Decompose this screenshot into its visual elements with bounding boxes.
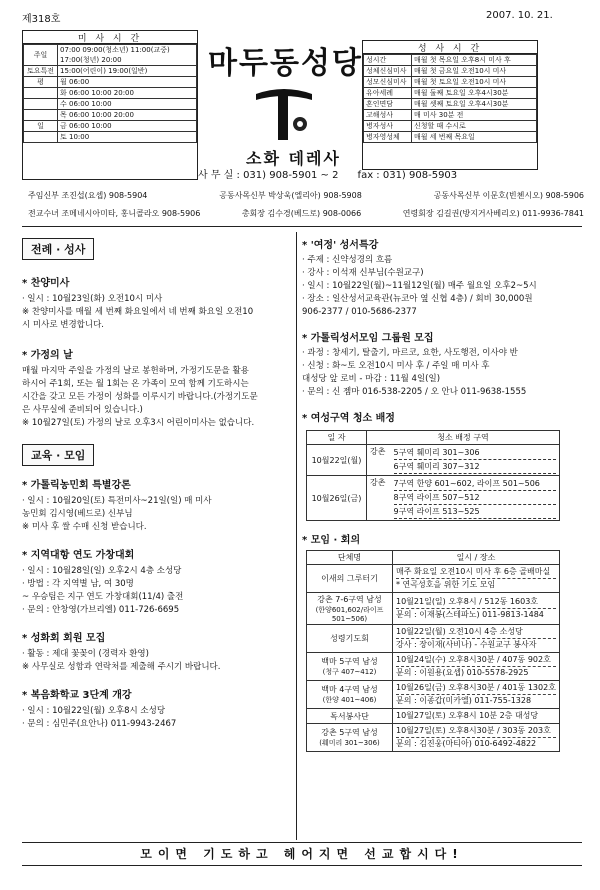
staff-entry: 공동사목신부 박상욱(엘리아) 908-5908: [219, 191, 362, 200]
bible-group-title: * 가톨릭성서모임 그룹원 모집: [302, 333, 434, 344]
mass-times-table: [23, 44, 197, 143]
section-education-header: 교육 · 모임: [22, 444, 94, 466]
sacrament-name: 성모신심미사: [364, 77, 412, 88]
issue-date: 2007. 10. 21.: [486, 10, 553, 21]
mass-times: [58, 77, 197, 88]
meetings-title: * 모임 · 회의: [302, 535, 361, 546]
staff-entry: 연령회장 김길권(방지거사베리오) 011-9936-7841: [402, 209, 584, 218]
sacrament-name: 성시간: [364, 55, 412, 66]
sacrament-desc: 매 미사 30분 전: [412, 110, 537, 121]
cleaning-area: 8구역 라이프 507~512: [394, 491, 557, 505]
sacrament-row: [364, 77, 537, 88]
meeting-row: [307, 565, 560, 593]
meeting-name: [307, 681, 393, 709]
text-line: · 일시 : 10월22일(월)~11월12일(월) 매주 월요일 오후2~5시: [302, 281, 537, 291]
meeting-info-line: 문의 : 김진웅(마티아) 010-6492-4822: [396, 737, 556, 750]
meeting-info: [393, 681, 560, 709]
cleaning-place: 강촌: [367, 476, 391, 521]
text-line: 하시어 주1회, 또는 월 1회는 온 가족이 모여 함께 기도하시는: [22, 379, 249, 389]
mass-times: [58, 88, 197, 99]
cleaning-head-area: 청소 배정 구역: [367, 431, 560, 445]
patron-name: 소화 데레사: [246, 149, 341, 168]
text-line: · 일시 : 10월28일(일) 오후2시 4층 소성당: [22, 566, 182, 576]
section-liturgy-header: 전례 · 성사: [22, 238, 94, 260]
meeting-name: [307, 653, 393, 681]
meeting-info-line: * 연곡성호을 위한 기도 모임: [396, 578, 556, 591]
staff-row: [28, 208, 584, 226]
sacrament-name: 병자성사: [364, 121, 412, 132]
mass-times: [58, 99, 197, 110]
cleaning-areas: [391, 445, 560, 476]
cleaning-title: * 여성구역 청소 배정: [302, 413, 395, 424]
meeting-name: [307, 565, 393, 593]
mass-day: [24, 88, 58, 99]
meeting-name: [307, 724, 393, 752]
mass-times: [58, 132, 197, 143]
cleaning-date: 10월26일(금): [307, 476, 367, 521]
mass-row: [24, 132, 197, 143]
mass-row: [24, 88, 197, 99]
meeting-info: [393, 724, 560, 752]
header-divider: [22, 226, 582, 227]
sacrament-name: 혼인면담: [364, 99, 412, 110]
text-line: · 문의 : 신 젬마 016-538-2205 / 오 안나 011-9638-1555: [302, 387, 527, 397]
mass-row: [24, 45, 197, 66]
meeting-info-line: 10월26일(금) 오후8시30분 / 401동 1302호: [396, 683, 556, 692]
meeting-name-sub: (청구 407~412): [322, 668, 377, 676]
cross-logo: [254, 80, 314, 140]
text-line: 은 사무실에 준비되어 있습니다.): [22, 405, 143, 415]
cleaning-area: 6구역 훼미리 307~312: [394, 460, 557, 474]
cleaning-date: 10월22일(월): [307, 445, 367, 476]
mass-times-line: 금 06:00 10:00: [60, 122, 112, 130]
column-divider: [296, 232, 297, 840]
text-line: · 일시 : 10월20일(토) 특전미사~21일(일) 매 미사: [22, 496, 212, 506]
evangelization-school-title: * 복음화학교 3단계 개강: [22, 690, 132, 701]
sacrament-desc: 매월 세 번째 목요일: [412, 132, 537, 143]
left-column: [22, 232, 294, 731]
sacrament-row: [364, 88, 537, 99]
text-line: · 문의 : 안창영(가브리엘) 011-726-6695: [22, 605, 180, 615]
meetings-head-name: 단체명: [307, 551, 393, 565]
sacrament-row: [364, 99, 537, 110]
meeting-row: [307, 625, 560, 653]
mass-times-line: 수 06:00 10:00: [60, 100, 112, 108]
cleaning-table: [306, 430, 560, 521]
choir-contest-body: [22, 565, 294, 617]
mass-times: [58, 45, 197, 66]
text-line: ※ 사무실로 성함과 연락처를 제출해 주시기 바랍니다.: [22, 662, 221, 672]
meeting-info: [393, 709, 560, 724]
sacrament-desc: 매월 둘째 토요일 오후4시30분: [412, 88, 537, 99]
meeting-name-line: 이새의 그루터기: [321, 574, 378, 583]
meeting-name: [307, 709, 393, 724]
church-name: 마두동성당: [208, 46, 363, 81]
text-line: 906-2377 / 010-5686-2377: [302, 307, 417, 317]
mass-times-line: 07:00 09:00(청소년) 11:00(교중): [60, 46, 170, 54]
sacrament-desc: 매월 첫 토요일 오전10시 미사: [412, 77, 537, 88]
mass-times-line: 목 06:00 10:00 20:00: [60, 111, 134, 119]
text-line: · 신청 : 화~토 오전10시 미사 후 / 주일 매 미사 후: [302, 361, 490, 371]
bible-lecture-body: [302, 254, 584, 319]
bible-lecture-title: * '여정' 성서특강: [302, 240, 379, 251]
footer-banner: [22, 842, 582, 866]
mass-row: [24, 99, 197, 110]
sacrament-row: [364, 55, 537, 66]
mass-times-box: [22, 30, 198, 180]
sacrament-row: [364, 121, 537, 132]
farmers-lecture-body: [22, 495, 294, 534]
meeting-row: [307, 653, 560, 681]
sacrament-desc: 신청할 때 수시로: [412, 121, 537, 132]
staff-entry: 총회장 김수경(베드로) 908-0066: [241, 209, 362, 218]
farmers-lecture-title: * 가톨릭농민회 특별강론: [22, 480, 131, 491]
meeting-name-line: 성령기도회: [330, 634, 369, 643]
footer-slogan: 모이면 기도하고 헤어지면 선교합시다!: [140, 847, 464, 861]
meeting-name-line: 강촌 7-6구역 남성: [317, 595, 382, 604]
meeting-name-sub: (한양 401~406): [322, 696, 377, 704]
meeting-info-line: 10월21일(일) 오후8시 / 512동 1603호: [396, 597, 539, 606]
staff-entry: 공동사목신부 이문호(빈첸시오) 908-5906: [433, 191, 584, 200]
staff-row: [28, 190, 584, 208]
sacrament-row: [364, 132, 537, 143]
mass-times-title: 미 사 시 간: [23, 31, 197, 44]
mass-times: [58, 110, 197, 121]
family-day-title: * 가정의 날: [22, 350, 73, 361]
meeting-info: [393, 653, 560, 681]
sacrament-name: 유아세례: [364, 88, 412, 99]
meeting-info-line: 문의 : 이원용(요셉) 010-5578-2925: [396, 666, 556, 679]
meeting-name-sub: (훼미리 301~306): [319, 739, 380, 747]
sacrament-row: [364, 66, 537, 77]
meeting-row: [307, 709, 560, 724]
sacrament-row: [364, 110, 537, 121]
text-line: · 강사 : 이석재 신부님(수원교구): [302, 268, 424, 278]
flower-group-body: [22, 648, 294, 674]
sacrament-desc: 매월 첫 목요일 오후8시 미사 후: [412, 55, 537, 66]
text-line: ※ 미사 후 쌀 수매 신청 받습니다.: [22, 522, 147, 532]
sacraments-box: [362, 40, 538, 170]
choir-contest-title: * 지역대항 연도 가창대회: [22, 550, 135, 561]
meeting-name-line: 독서봉사단: [330, 711, 369, 721]
meeting-name-sub: (한양601,602/라이프501~506): [315, 606, 384, 623]
evangelization-school-body: [22, 705, 294, 731]
mass-row: [24, 110, 197, 121]
sacrament-name: 병자영성체: [364, 132, 412, 143]
mass-times-line: 토 10:00: [60, 133, 90, 141]
flower-group-title: * 성화회 회원 모집: [22, 633, 106, 644]
text-line: ※ 10월27일(토) 가정의 날로 오후3시 어린이미사는 없습니다.: [22, 418, 255, 428]
meeting-info-line: 매주 화요일 오전10시 미사 후 6층 골배마실: [396, 567, 551, 576]
meeting-name-line: 강촌 5구역 남성: [321, 728, 378, 737]
cleaning-area: 7구역 한양 601~602, 라이프 501~506: [394, 477, 557, 491]
mass-day: 평: [24, 77, 58, 88]
meeting-info-line: 강사 : 장이재(사비나) - 수원교구 봉사자: [396, 638, 556, 651]
text-line: 시 미사로 변경합니다.: [22, 320, 105, 330]
meeting-info: [393, 593, 560, 625]
cleaning-area: 9구역 라이프 513~525: [394, 505, 557, 519]
meetings-table: [306, 550, 560, 752]
sacraments-table: [363, 54, 537, 143]
meeting-info-line: 10월22일(월) 오전10시 4층 소성당: [396, 627, 523, 636]
sacrament-name: 고해성사: [364, 110, 412, 121]
sacrament-name: 성체신심미사: [364, 66, 412, 77]
mass-day: [24, 110, 58, 121]
text-line: · 장소 : 일산성서교육관(뉴코아 옆 신협 4층) / 회비 30,000원: [302, 294, 533, 304]
meeting-info-line: 10월24일(수) 오후8시30분 / 407동 902호: [396, 655, 551, 664]
mass-day: 토요특전: [24, 66, 58, 77]
meeting-info-line: 10월27일(토) 오후8시30분 / 303동 203호: [396, 726, 551, 735]
mass-times-line: 17:00(청년) 20:00: [60, 56, 122, 64]
cleaning-area: 5구역 훼미리 301~306: [394, 446, 557, 460]
mass-row: [24, 66, 197, 77]
meeting-row: [307, 681, 560, 709]
sacraments-title: 성 사 시 간: [363, 41, 537, 54]
meeting-name-line: 백마 4구역 남성: [321, 685, 378, 694]
cleaning-areas: [391, 476, 560, 521]
meeting-name: [307, 625, 393, 653]
text-line: · 활동 : 제대 꽃꽂이 (경력자 환영): [22, 649, 149, 659]
bible-group-body: [302, 347, 584, 399]
mass-day: [24, 132, 58, 143]
meetings-head-info: 일시 / 장소: [393, 551, 560, 565]
mass-times-line: 15:00(어린이) 19:00(일반): [60, 67, 148, 75]
mass-times: [58, 121, 197, 132]
text-line: · 방법 : 각 지역별 남, 여 30명: [22, 579, 134, 589]
mass-day: 주일: [24, 45, 58, 66]
youth-mass-body: [22, 293, 294, 332]
text-line: · 일시 : 10월22일(월) 오후8시 소성당: [22, 706, 166, 716]
sacrament-desc: 매월 첫 금요일 오전10시 미사: [412, 66, 537, 77]
text-line: · 과정 : 창세기, 탈출기, 마르코, 요한, 사도행전, 이사야 반: [302, 348, 518, 358]
issue-number: 제318호: [22, 14, 61, 25]
text-line: ~ 우승팀은 지구 연도 가창대회(11/4) 출전: [22, 592, 184, 602]
right-column: [302, 236, 584, 752]
meeting-name-line: 백마 5구역 남성: [321, 657, 378, 666]
text-line: ※ 찬양미사를 매월 세 번째 화요일에서 네 번째 화요일 오전10: [22, 307, 254, 317]
cleaning-place: 강촌: [367, 445, 391, 476]
text-line: 대성당 앞 로비 - 마감 : 11월 4일(일): [302, 374, 441, 384]
mass-row: [24, 77, 197, 88]
mass-row: [24, 121, 197, 132]
staff-directory: [28, 190, 584, 226]
mass-times: [58, 66, 197, 77]
meeting-row: [307, 593, 560, 625]
mass-times-line: 화 06:00 10:00 20:00: [60, 89, 134, 97]
sacrament-desc: 매월 셋째 토요일 오후4시30분: [412, 99, 537, 110]
cleaning-head-date: 일 자: [307, 431, 367, 445]
office-phone: 사 무 실 : 031) 908-5901 ~ 2 fax : 031) 908-5903: [198, 170, 458, 181]
youth-mass-title: * 찬양미사: [22, 278, 70, 289]
text-line: 시간을 갖고 모든 가정이 성화를 이루시기 바랍니다.(가정기도문: [22, 392, 258, 402]
meeting-info: [393, 565, 560, 593]
mass-times-line: 월 06:00: [60, 78, 90, 86]
staff-entry: 전교수녀 조메네시아미타, 홍니콜라오 908-5906: [28, 209, 201, 218]
mass-day: 일: [24, 121, 58, 132]
meeting-name: [307, 593, 393, 625]
cleaning-row: [307, 476, 560, 521]
text-line: · 문의 : 심민주(요안나) 011-9943-2467: [22, 719, 177, 729]
mass-day: [24, 99, 58, 110]
meeting-info-line: 문의 : 이종갑(미카엘) 011-755-1328: [396, 694, 556, 707]
family-day-body: [22, 365, 294, 430]
text-line: · 주제 : 신약성경의 흐름: [302, 255, 393, 265]
meeting-row: [307, 724, 560, 752]
cleaning-row: [307, 445, 560, 476]
meeting-info: [393, 625, 560, 653]
text-line: 매월 마지막 주일을 가정의 날로 봉헌하며, 가정기도문을 활용: [22, 366, 249, 376]
text-line: · 일시 : 10월23일(화) 오전10시 미사: [22, 294, 163, 304]
meeting-info-line: 문의 : 이재봉(스테파노) 011-9813-1484: [396, 608, 556, 621]
staff-entry: 주임신부 조진섭(요셉) 908-5904: [28, 191, 148, 200]
text-line: 농민회 김시영(베드로) 신부님: [22, 509, 133, 519]
meeting-info-line: 10월27일(토) 오후8시 10분 2층 대성당: [396, 711, 539, 720]
